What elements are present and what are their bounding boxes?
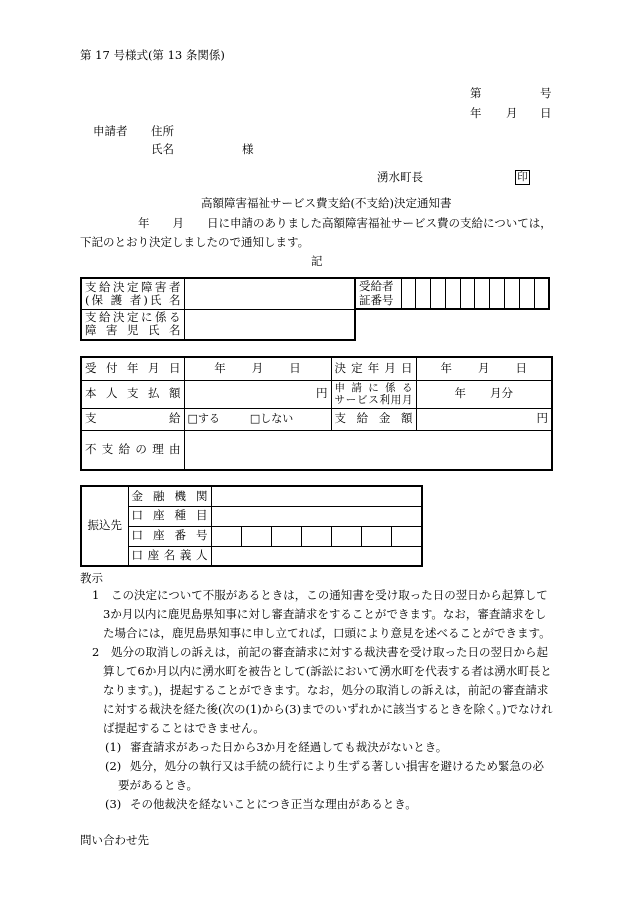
bank-label: 金融機関 [128,486,211,506]
bank-field[interactable] [211,486,422,506]
sub-item-3: その他裁決を経ないことにつき正当な理由があるとき。 [130,797,417,811]
date-year: 年 [470,106,482,120]
transfer-label: 振込先 [81,486,128,566]
digit-box[interactable] [211,526,241,546]
account-type-label: 口座種目 [128,506,211,526]
account-type-field[interactable] [211,506,422,526]
digit-box[interactable] [445,278,460,309]
digit-box[interactable] [362,526,392,546]
service-month-label: 申 請 に 係 る サービス利用月 [331,380,416,408]
recipient-name-table [80,277,356,341]
digit-box[interactable] [490,278,505,309]
digit-box[interactable] [475,278,490,309]
doc-number-suffix: 号 [540,86,552,100]
notice-item-2: 処分の取消しの訴えは，前記の審査請求に対する裁決書を受け取った日の翌日から起算して6か月以内に湧水町を被告として(訴訟において湧水町を代表する者は湧水町長となります。)，提起することができます。なお，処分の取消しの訴えは，前記の審査請求に対する裁決を経た後(次の(1)から(3)までのいずれかに該当するときを除く。)でなければ提起することはできません。 [103,645,553,735]
notice-item-1-number: 1 [92,588,100,602]
decided-person-label: 支給決定障害者 (保 護 者)氏 名 [81,278,184,309]
sub-item-1: 審査請求があった日から3か月を経過しても裁決がないとき。 [130,740,448,754]
reason-label: 不支給の理由 [81,430,184,470]
sub-item-1-number: (1) [105,740,122,754]
digit-box[interactable] [534,278,549,309]
recipient-number-table [354,277,550,310]
form-number: 第 17 号様式(第 13 条関係) [80,48,225,62]
doc-number-label: 第 [470,86,482,100]
notice-heading: 教示 [80,571,103,585]
honorific: 様 [242,142,254,156]
decided-person-field[interactable] [184,278,355,309]
child-name-label: 支給決定に係る 障 害 児 氏 名 [81,309,184,340]
seal-mark: 印 [515,170,530,185]
contact-label: 問い合わせ先 [80,833,149,847]
decision-date-field[interactable]: 年 月 日 [416,357,552,380]
digit-box[interactable] [332,526,362,546]
notice-item-1: この決定について不服があるときは，この通知書を受け取った日の翌日から起算して3か月以内に鹿児島県知事に対し審査請求をすることができます。なお，審査請求をした場合には，鹿児島県知事に申し立てれば，口頭により意見を述べることができます。 [103,588,551,640]
decision-date-label: 決定年月日 [331,357,416,380]
date-month: 月 [506,106,518,120]
digit-box[interactable] [460,278,475,309]
digit-box[interactable] [431,278,446,309]
child-name-field[interactable] [184,309,355,340]
service-month-field[interactable]: 年 月分 [416,380,552,408]
intro-line-1: 年 月 日に申請のありました高額障害福祉サービス費の支給については， [138,216,552,230]
applicant-name-label: 氏名 [151,142,174,156]
intro-line-2: 下記のとおり決定しましたので通知します。 [80,235,310,249]
no-pay-checkbox[interactable]: □しない [249,411,294,425]
pay-checkbox[interactable]: □する [187,411,220,425]
receipt-date-field[interactable]: 年 月 日 [184,357,331,380]
decision-table [80,356,553,471]
digit-box[interactable] [519,278,534,309]
digit-box[interactable] [241,526,271,546]
receipt-date-label: 受付年月日 [81,357,184,380]
digit-box[interactable] [505,278,520,309]
payment-amount-label: 支給金額 [331,408,416,430]
self-payment-field[interactable]: 円 [184,380,331,408]
payment-choice [184,408,331,430]
payment-label: 支給 [81,408,184,430]
document-title: 高額障害福祉サービス費支給(不支給)決定通知書 [201,196,452,210]
sub-item-3-number: (3) [105,797,122,811]
account-holder-label: 口座名義人 [128,546,211,566]
sub-item-2: 処分，処分の執行又は手続の続行により生ずる著しい損害を避けるため緊急の必要があるとき。 [118,759,544,792]
sub-item-2-number: (2) [105,759,122,773]
digit-box[interactable] [301,526,331,546]
digit-box[interactable] [401,278,416,309]
recipient-number-label: 受給者 証番号 [355,278,401,309]
applicant-address-label: 住所 [151,124,174,138]
date-day: 日 [540,106,552,120]
payment-amount-field[interactable]: 円 [416,408,552,430]
reason-field[interactable] [184,430,552,470]
self-payment-label: 本人支払額 [81,380,184,408]
digit-box[interactable] [271,526,301,546]
digit-box[interactable] [392,526,422,546]
issuer-title: 湧水町長 [377,170,423,184]
ki-mark: 記 [311,254,323,268]
notice-item-2-number: 2 [92,645,100,659]
account-holder-field[interactable] [211,546,422,566]
applicant-label: 申請者 [93,124,128,138]
digit-box[interactable] [416,278,431,309]
account-number-label: 口座番号 [128,526,211,546]
transfer-table [80,485,423,567]
